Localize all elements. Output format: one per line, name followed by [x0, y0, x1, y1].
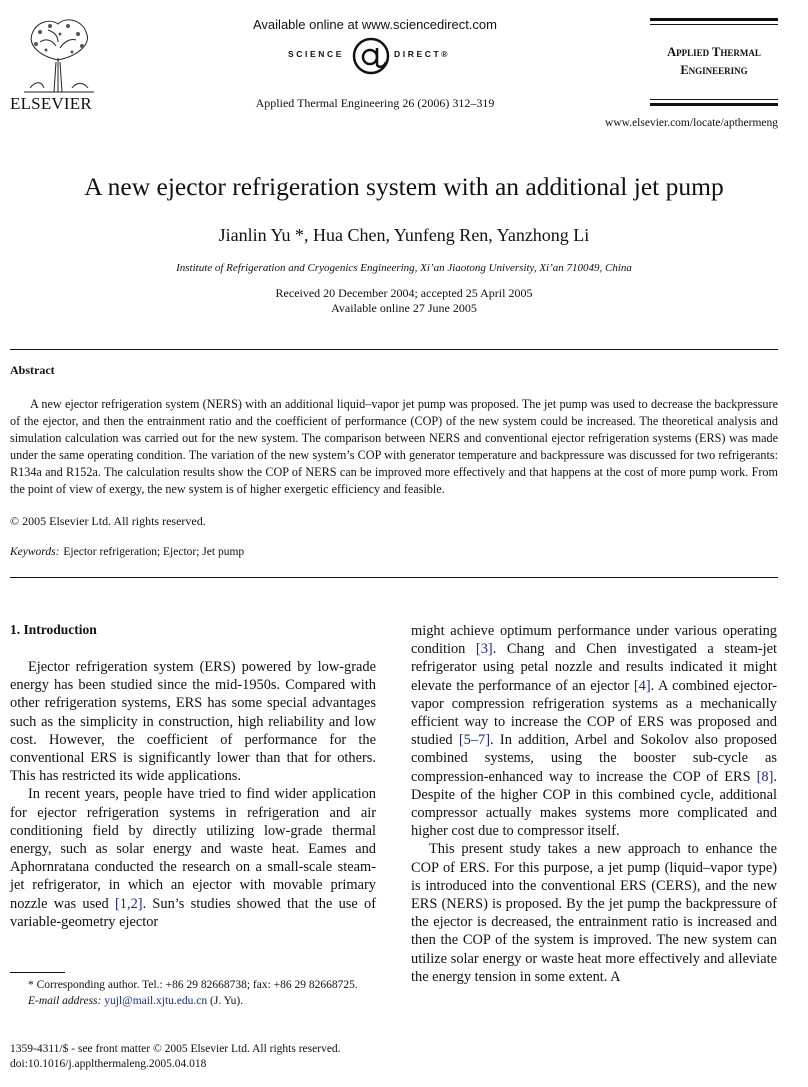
- footnote: [10, 977, 376, 1009]
- author-affiliation: Institute of Refrigeration and Cryogenics Engineering, Xi’an Jiaotong University, Xi’an 710049, China: [176, 262, 632, 274]
- abstract-copyright: © 2005 Elsevier Ltd. All rights reserved.: [10, 514, 206, 528]
- doi-line: doi:10.1016/j.applthermaleng.2005.04.018: [10, 1058, 207, 1070]
- email-link[interactable]: yujl@mail.xjtu.edu.cn: [104, 995, 208, 1007]
- direct-word: DIRECT: [394, 49, 442, 59]
- journal-url-link[interactable]: www.elsevier.com/locate/apthermeng: [605, 117, 778, 129]
- citation-link[interactable]: [3]: [475, 641, 493, 658]
- issn-line: 1359-4311/$ - see front matter © 2005 Elsevier Ltd. All rights reserved.: [10, 1043, 341, 1055]
- abstract-text: A new ejector refrigeration system (NERS) with an additional liquid–vapor jet pump was proposed. The jet pump was used to decrease the backpressure of the ejector, and then the entrainment ratio and the coefficient of performance (COP) of the new system could be increased. The theoretical analysis and simulation calculation was carried out for the new system. The comparison between NERS and conventional ejector refrigeration systems (ERS) was made under the same operating condition. The variation of the new system’s COP with generator temperature and backpressure was discussed for two refrigerants: R134a and R152a. The calculation results show the COP of NERS can be improved more effectively and that happens at the cost of more pump work. From the point of view of exergy, the new system is of higher exergetic efficiency and feasible.: [10, 397, 778, 496]
- sciencedirect-right-text: [394, 49, 448, 59]
- right-p1-text-c: . A combined ejector-vapor compression refrigeration systems as a mechanically efficient way to increase the COP of ERS was proposed and studied: [411, 677, 777, 749]
- divider-top: [10, 349, 778, 350]
- right-p1-text-e: . Despite of the higher COP in this combined cycle, additional compressor actually makes systems more complicated and higher cost due to compressor itself.: [411, 768, 777, 840]
- right-p1-text-b: . Chang and Chen investigated a steam-jet refrigerator using petal nozzle and results indicated it might elevate the performance of an ejector: [411, 641, 777, 694]
- intro-paragraph-3: This present study takes a new approach to enhance the COP of ERS. For this purpose, a jet pump (liquid–vapor type) is introduced into the conventional ERS (CERS), and the new ERS (NERS) is proposed. By the jet pump the backpressure of the ejector is decreased, the entrainment ratio is increased and then the COP of the system is improved. The new system can utilize solar energy or waste heat more effectively and alleviate the energy tension in some extent. A: [411, 841, 777, 985]
- received-date: Received 20 December 2004; accepted 25 April 2005: [275, 286, 533, 300]
- corresponding-author-note: * Corresponding author. Tel.: +86 29 82668738; fax: +86 29 82668725.: [28, 979, 358, 991]
- intro-p2-text-b: . Sun’s studies showed that the use of variable-geometry ejector: [10, 895, 376, 930]
- right-p1-text-a: might achieve optimum performance under various operating condition: [411, 623, 777, 658]
- email-suffix: (J. Yu).: [207, 995, 244, 1007]
- journal-title-line1: Applied Thermal: [667, 45, 761, 59]
- email-line: [10, 993, 376, 1009]
- journal-title-line2: Engineering: [680, 63, 748, 77]
- intro-paragraph-2-continued: [411, 622, 777, 840]
- at-sign-icon: [350, 36, 392, 76]
- journal-reference: Applied Thermal Engineering 26 (2006) 312–319: [255, 96, 495, 110]
- divider-bottom: [10, 577, 778, 578]
- article-dates: [0, 286, 808, 316]
- front-matter-info: [10, 1042, 341, 1072]
- right-column: [411, 622, 777, 986]
- sciencedirect-logo: [270, 36, 500, 76]
- available-date: Available online 27 June 2005: [331, 301, 477, 315]
- intro-paragraph-1: Ejector refrigeration system (ERS) powered by low-grade energy has been studied since the mid-1950s. Compared with other refrigeration systems, ERS has some special advantages such as the simplicity in construction, high reliability and low cost. However, the coefficient of performance for the conventional ERS is significantly lower than that for others. This has restricted its wide applications.: [10, 659, 376, 785]
- citation-link[interactable]: [1,2]: [114, 895, 143, 912]
- citation-link[interactable]: [5–7]: [458, 732, 491, 749]
- elsevier-wordmark: ELSEVIER: [10, 94, 92, 113]
- available-online-line[interactable]: Available online at www.sciencedirect.com: [253, 17, 497, 32]
- intro-paragraph-2: [10, 785, 376, 931]
- abstract-heading: Abstract: [10, 363, 55, 377]
- registered-mark: ®: [441, 49, 448, 59]
- keywords-line: [10, 546, 244, 558]
- article-authors: Jianlin Yu *, Hua Chen, Yunfeng Ren, Yanzhong Li: [218, 225, 590, 245]
- keywords-list: Ejector refrigeration; Ejector; Jet pump: [63, 546, 245, 558]
- citation-link[interactable]: [8]: [756, 768, 774, 785]
- keywords-label: Keywords:: [10, 546, 60, 558]
- right-p1-text-d: . In addition, Arbel and Sokolov also proposed combined systems, using the booster sub-cycle as compression-enhanced way to increase the COP of ERS: [411, 732, 777, 785]
- footnote-rule: [10, 972, 65, 973]
- intro-p2-text-a: In recent years, people have tried to find wider application for ejector refrigeration systems in refrigeration and air conditioning field by directly utilizing low-grade thermal energy, such as solar energy and waste heat. Eames and Aphornratana conducted the research on a small-scale steam-jet refrigerator, in which an ejector with movable primary nozzle was used: [10, 786, 376, 912]
- email-label: E-mail address:: [28, 995, 102, 1007]
- journal-title: [650, 43, 778, 79]
- left-column: [10, 658, 376, 931]
- elsevier-tree-logo: [10, 12, 106, 96]
- section-heading: 1. Introduction: [10, 622, 97, 637]
- journal-title-box: [650, 18, 778, 108]
- sciencedirect-left-text: SCIENCE: [288, 49, 344, 59]
- citation-link[interactable]: [4]: [633, 677, 651, 694]
- article-title: A new ejector refrigeration system with an additional jet pump: [84, 172, 724, 201]
